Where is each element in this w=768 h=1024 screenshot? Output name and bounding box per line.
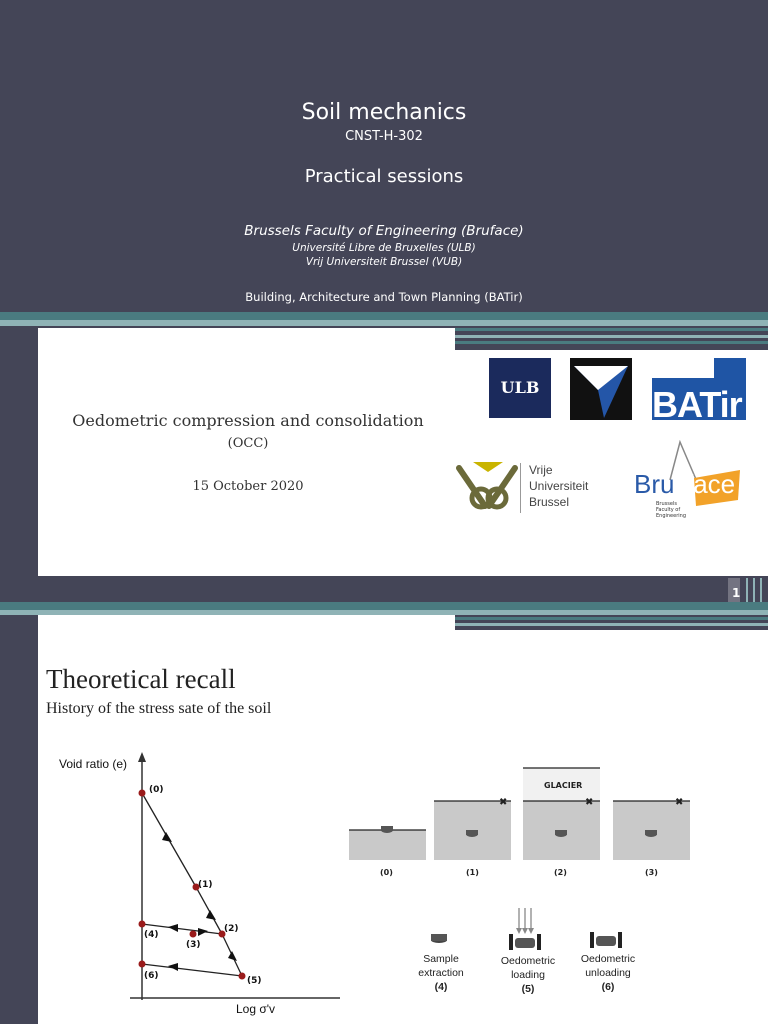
step-oedometric-loading: Oedometric loading (5): [500, 955, 556, 995]
slide-subtitle: Practical sessions: [304, 166, 464, 187]
topic-abbreviation: (OCC): [227, 436, 269, 451]
decor-stripe: [0, 312, 768, 320]
course-code: CNST-H-302: [345, 129, 423, 144]
batir-logo: BATir: [652, 358, 746, 420]
graph-point-0: [139, 790, 146, 797]
university-vub: Vrij Universiteit Brussel (VUB): [305, 256, 463, 268]
ulb-logo: ULB: [489, 358, 551, 418]
session-date: 15 October 2020: [192, 479, 304, 494]
section-title: Theoretical recall: [46, 664, 236, 694]
topic-title: Oedometric compression and consolidation: [72, 411, 424, 430]
vub-triangle-logo: [570, 358, 632, 420]
graph-point-4: [139, 921, 146, 928]
graph-label-1: (1): [198, 880, 213, 890]
lab-steps-icons: [425, 906, 635, 956]
stage-label-3: (3): [645, 868, 658, 877]
graph-label-0: (0): [149, 785, 164, 795]
vub-brussel-logo-text: Vrije Universiteit Brussel: [529, 463, 589, 509]
slide-title: Soil mechanics: [301, 100, 467, 125]
svg-text:✖: ✖: [499, 797, 508, 808]
graph-label-2: (2): [224, 924, 239, 934]
step-sample-extraction: Sample extraction (4): [418, 953, 464, 993]
graph-point-3: [190, 931, 197, 938]
step-oedometric-unloading: Oedometric unloading (6): [580, 953, 636, 993]
graph-label-6: (6): [144, 971, 159, 981]
graph-ylabel: Void ratio (e): [59, 757, 128, 771]
graph-point-6: [139, 961, 146, 968]
graph-point-5: [239, 973, 246, 980]
university-ulb: Université Libre de Bruxelles (ULB): [292, 242, 476, 254]
graph-xlabel: Log σ'v: [236, 1002, 276, 1016]
section-subtitle: History of the stress sate of the soil: [46, 700, 272, 717]
stress-history-diagram: [345, 760, 695, 870]
graph-label-3: (3): [186, 940, 201, 950]
bruface-logo: Bru face Brussels Faculty of Engineering: [634, 440, 744, 526]
faculty-name: Brussels Faculty of Engineering (Bruface): [244, 223, 524, 239]
page-number: 1: [732, 586, 741, 600]
stage-label-2: (2): [554, 868, 567, 877]
department-name: Building, Architecture and Town Planning (BATir): [245, 290, 523, 304]
svg-text:✖: ✖: [675, 797, 684, 808]
svg-text:✖: ✖: [585, 797, 594, 808]
graph-label-5: (5): [247, 976, 262, 986]
graph-label-4: (4): [144, 930, 159, 940]
glacier-label: GLACIER: [544, 781, 583, 790]
stage-label-1: (1): [466, 868, 479, 877]
vub-brussel-logo-mark: [455, 462, 525, 514]
stage-label-0: (0): [380, 868, 393, 877]
